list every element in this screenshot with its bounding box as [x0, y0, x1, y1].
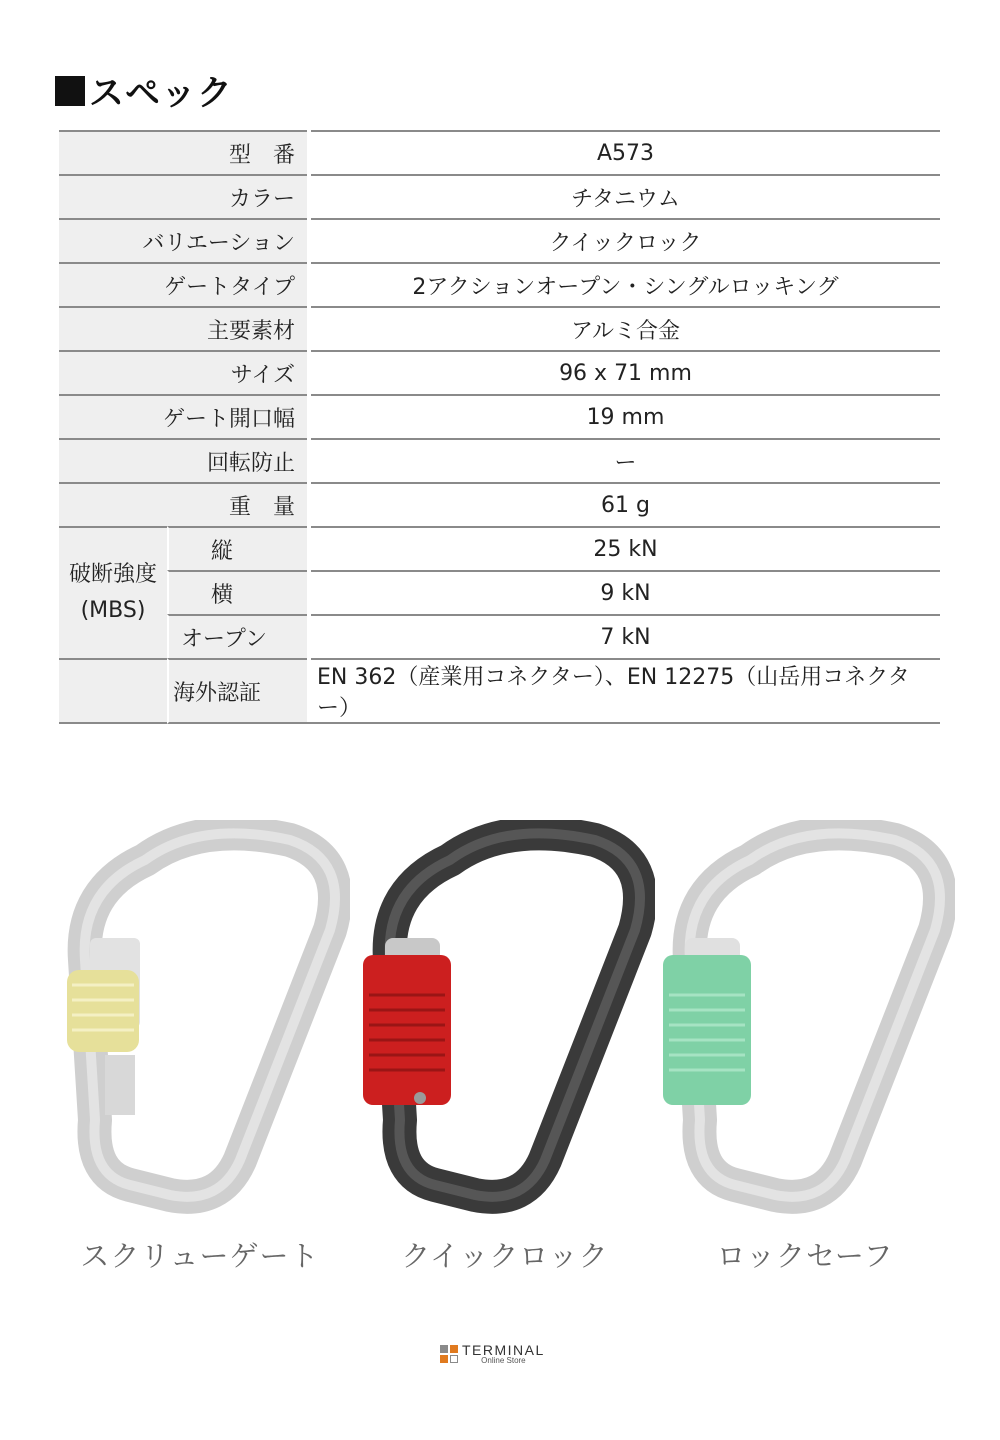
spec-value-variation: クイックロック — [311, 218, 940, 262]
carabiner-screwgate-image — [50, 820, 350, 1220]
table-row — [59, 438, 940, 482]
table-row — [59, 350, 940, 394]
product-caption-locksafe: ロックセーフ — [716, 1239, 894, 1273]
spec-label-mbs-line2: (MBS) — [80, 598, 146, 623]
spec-value-minor: 9 kN — [311, 570, 940, 614]
product-caption-quicklock: クイックロック — [401, 1239, 609, 1273]
product-screwgate — [50, 820, 350, 1280]
spec-table — [59, 130, 940, 724]
spec-label-opening: ゲート開口幅 — [59, 394, 307, 438]
section-title — [55, 66, 233, 116]
spec-value-color: チタニウム — [311, 174, 940, 218]
spec-label-mbs — [59, 526, 167, 658]
product-quicklock — [355, 820, 655, 1280]
terminal-logo-icon — [440, 1345, 458, 1363]
footer-logo — [440, 1343, 545, 1365]
section-title-text: スペック — [89, 74, 234, 114]
table-row — [59, 482, 940, 526]
spec-value-model: A573 — [311, 130, 940, 174]
spec-label-cert: 海外認証 — [167, 658, 307, 724]
spec-value-major: 25 kN — [311, 526, 940, 570]
table-row — [59, 174, 940, 218]
carabiner-locksafe-image — [655, 820, 955, 1220]
square-bullet-icon — [55, 76, 85, 106]
spec-value-opening: 19 mm — [311, 394, 940, 438]
spec-value-gate: 2アクションオープン・シングルロッキング — [311, 262, 940, 306]
spec-label-major: 縦 — [167, 526, 307, 570]
spec-value-weight: 61 g — [311, 482, 940, 526]
product-caption-screwgate: スクリューゲート — [80, 1239, 320, 1273]
table-row — [59, 130, 940, 174]
table-row — [59, 658, 940, 724]
spec-label-weight: 重 量 — [59, 482, 307, 526]
spec-label-material: 主要素材 — [59, 306, 307, 350]
table-row — [59, 262, 940, 306]
spec-value-size: 96 x 71 mm — [311, 350, 940, 394]
table-row — [59, 394, 940, 438]
spec-label-mbs-line1: 破断強度 — [68, 562, 157, 587]
product-variations — [0, 820, 1000, 1280]
carabiner-quicklock-image — [355, 820, 655, 1220]
spec-label-color: カラー — [59, 174, 307, 218]
footer-brand: TERMINAL — [462, 1342, 545, 1358]
table-row — [59, 526, 940, 570]
table-row — [59, 218, 940, 262]
spec-label-gate: ゲートタイプ — [59, 262, 307, 306]
spec-label-size: サイズ — [59, 350, 307, 394]
spec-label-minor: 横 — [167, 570, 307, 614]
table-row — [59, 570, 940, 614]
spec-value-open: 7 kN — [311, 614, 940, 658]
footer-sub: Online Store — [481, 1356, 526, 1365]
table-row — [59, 306, 940, 350]
spec-label-swivel: 回転防止 — [59, 438, 307, 482]
product-locksafe — [655, 820, 955, 1280]
spec-label-model: 型 番 — [59, 130, 307, 174]
spec-label-variation: バリエーション — [59, 218, 307, 262]
spec-label-open: オープン — [167, 614, 307, 658]
table-row — [59, 614, 940, 658]
spec-value-material: アルミ合金 — [311, 306, 940, 350]
spec-value-swivel: ー — [311, 438, 940, 482]
spec-value-cert: EN 362（産業用コネクター）、EN 12275（山岳用コネクター） — [311, 658, 940, 724]
